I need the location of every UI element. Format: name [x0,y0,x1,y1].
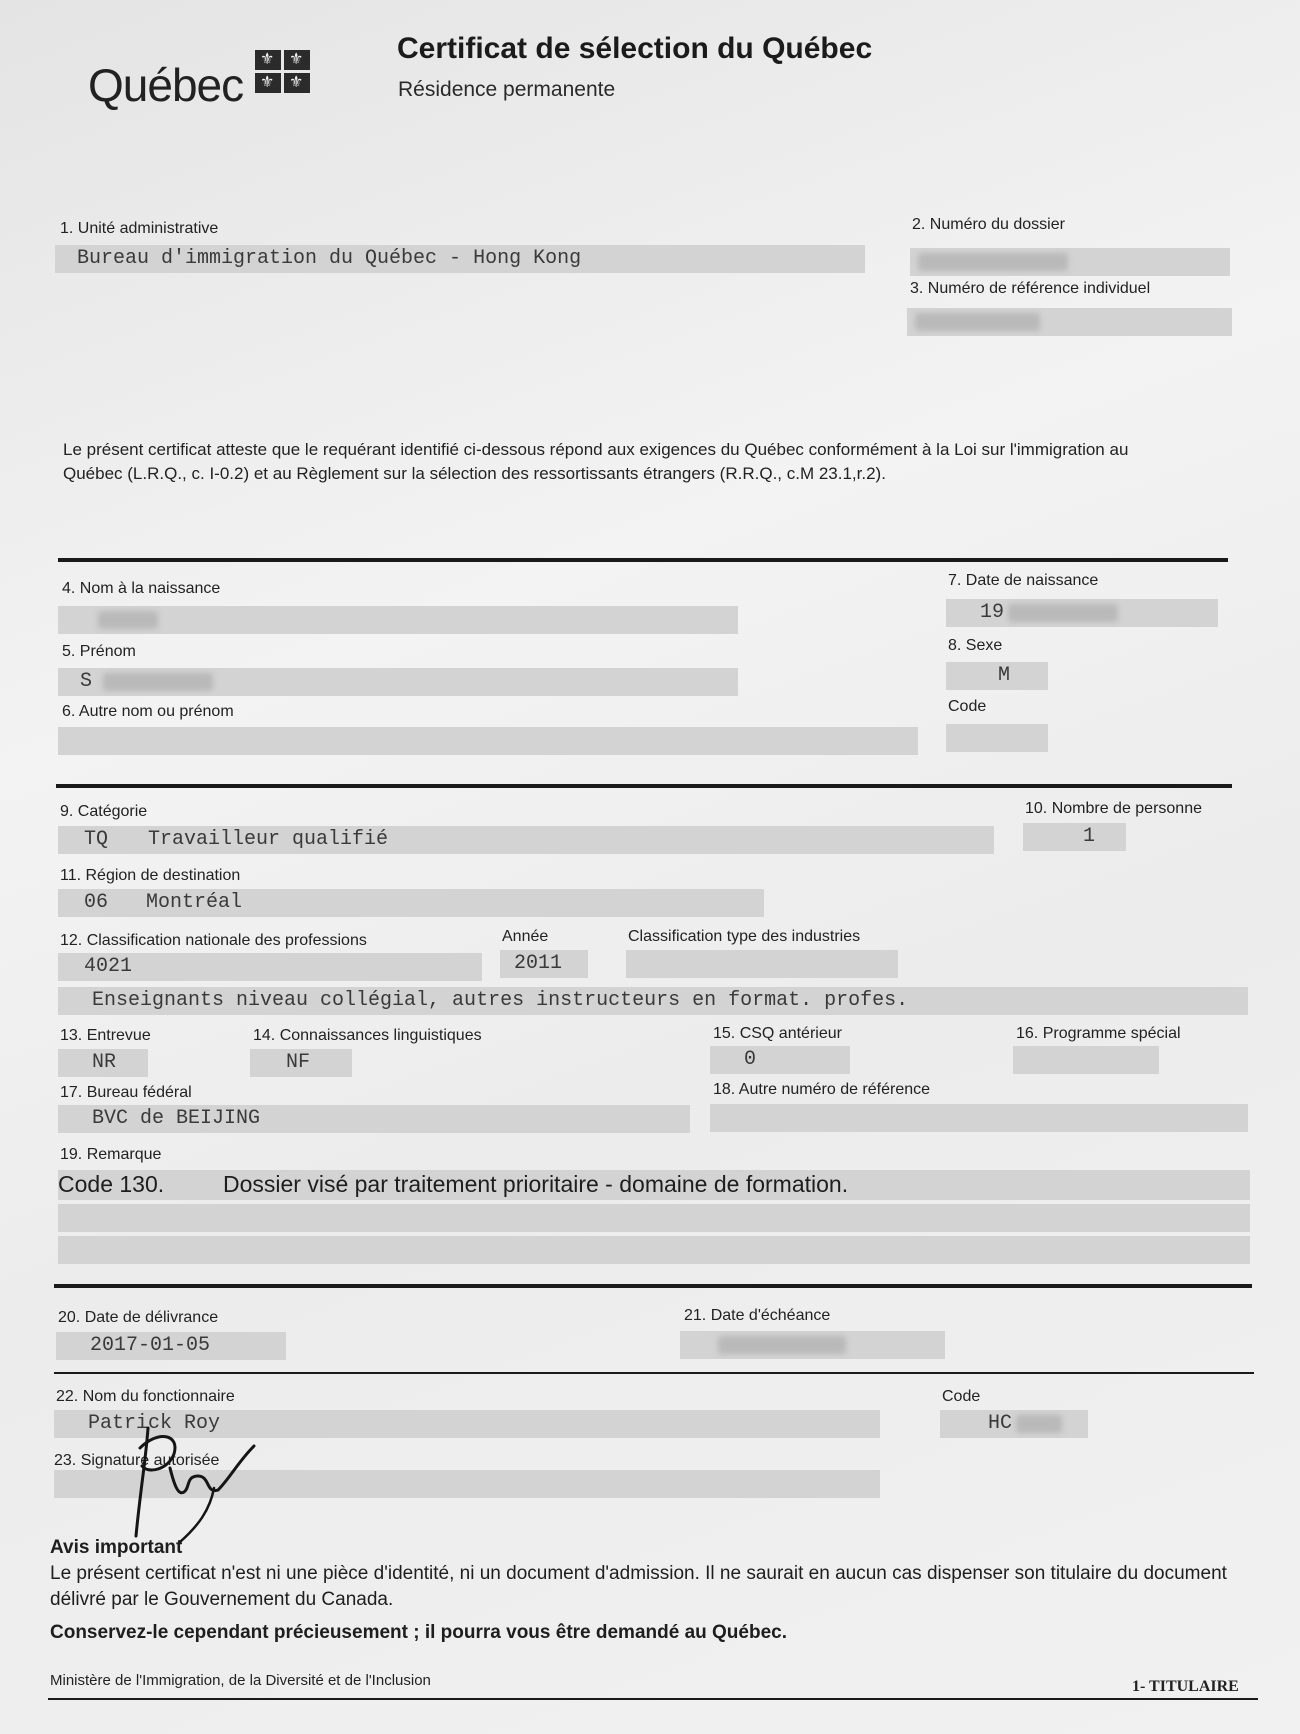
noc-value: 4021 [84,955,133,978]
other-name-field [58,727,918,755]
destination-region-label: 11. Région de destination [60,867,241,884]
birth-name-field [58,606,738,634]
remark-field-line-3 [58,1236,1250,1264]
persons-count-value: 1 [1083,825,1096,848]
ministry-name: Ministère de l'Immigration, de la Diversité et de l'Inclusion [50,1672,431,1689]
notice-text: Le présent certificat n'est ni une pièce d'identité, ni un document d'admission. Il ne saurait en aucun cas dispenser son titulaire du document délivré par le Gouvernement du Canada. [50,1563,1227,1610]
section-divider [58,558,1228,562]
interview-label: 13. Entrevue [60,1027,151,1044]
sex-label: 8. Sexe [948,637,1003,654]
destination-region-code: 06 [84,891,109,914]
intro-paragraph: Le présent certificat atteste que le requérant identifié ci-dessous répond aux exigences du Québec conformément à la Loi sur l'immigration au Québec (L.R.Q., c. I-0.2) et au Règlement sur la sélection des ressortissants étrangers (R.R.Q., c.M 23.1,r.2). [63,440,1129,483]
logo-wordmark: Québec [88,59,244,111]
industry-field [626,950,898,978]
document-title: Certificat de sélection du Québec [397,32,873,65]
issue-date-field [56,1332,286,1360]
officer-name-value: Patrick Roy [88,1412,221,1435]
file-number-label: 2. Numéro du dossier [912,216,1065,233]
industry-label: Classification type des industries [628,928,861,945]
footer-divider [48,1698,1258,1700]
admin-unit-value: Bureau d'immigration du Québec - Hong Kong [77,247,582,270]
section-divider [54,1284,1252,1288]
profession-description: Enseignants niveau collégial, autres instructeurs en format. profes. [92,989,909,1012]
fleur-de-lis-icon [284,73,310,93]
section-divider [54,1372,1254,1374]
federal-office-value: BVC de BEIJING [92,1107,261,1130]
person-code-field [946,724,1048,752]
first-name-value: S [80,670,93,693]
redaction [103,673,213,691]
document-subtitle: Résidence permanente [398,78,616,101]
officer-code-field [940,1410,1088,1438]
federal-office-label: 17. Bureau fédéral [60,1084,192,1101]
destination-region-value: Montréal [146,891,243,914]
remark-field-line-2 [58,1204,1250,1232]
destination-region-field [58,889,764,917]
admin-unit-label: 1. Unité administrative [60,220,219,237]
language-label: 14. Connaissances linguistiques [253,1027,482,1044]
prior-csq-field [710,1046,850,1074]
notice-emphasis: Conservez-le cependant précieusement ; il pourra vous être demandé au Québec. [50,1622,788,1643]
other-reference-field [710,1104,1248,1132]
admin-unit-field [55,245,865,273]
special-program-field [1013,1046,1159,1074]
year-value: 2011 [514,952,563,975]
category-label: 9. Catégorie [60,803,148,820]
issue-date-value: 2017-01-05 [90,1334,211,1357]
redaction [915,313,1040,331]
notice-heading: Avis important [50,1537,183,1558]
fleur-de-lis-icon [284,50,310,70]
other-reference-label: 18. Autre numéro de référence [713,1081,931,1098]
sex-field [946,662,1048,690]
first-name-field [58,668,738,696]
birth-date-field [946,599,1218,627]
language-field [250,1049,352,1077]
prior-csq-label: 15. CSQ antérieur [713,1025,842,1042]
interview-value: NR [92,1051,117,1074]
first-name-label: 5. Prénom [62,643,136,660]
redaction [1016,1415,1062,1433]
section-divider [56,784,1232,788]
noc-label: 12. Classification nationale des professions [60,932,367,949]
prior-csq-value: 0 [744,1048,757,1071]
birth-name-label: 4. Nom à la naissance [62,580,221,597]
year-field [500,950,588,978]
category-value: Travailleur qualifié [148,828,389,851]
file-number-field [910,248,1230,276]
fleur-de-lis-icon [255,73,281,93]
issue-date-label: 20. Date de délivrance [58,1309,219,1326]
reference-number-field [907,308,1232,336]
officer-code-value: HC [988,1412,1013,1435]
expiry-date-label: 21. Date d'échéance [684,1307,831,1324]
redaction [98,611,158,629]
interview-field [58,1049,148,1077]
birth-date-value: 19 [980,601,1005,624]
reference-number-label: 3. Numéro de référence individuel [910,280,1151,297]
expiry-date-field [680,1331,945,1359]
redaction [718,1336,846,1354]
year-label: Année [502,928,549,945]
federal-office-field [58,1105,690,1133]
other-name-label: 6. Autre nom ou prénom [62,703,234,720]
birth-date-label: 7. Date de naissance [948,572,1099,589]
category-field [58,826,994,854]
profession-description-field [58,987,1248,1015]
copy-designation: 1- TITULAIRE [1132,1678,1239,1695]
special-program-label: 16. Programme spécial [1016,1025,1181,1042]
officer-name-label: 22. Nom du fonctionnaire [56,1388,235,1405]
category-code: TQ [84,828,109,851]
language-value: NF [286,1051,311,1074]
redaction [1008,604,1118,622]
persons-count-field [1023,823,1126,851]
officer-code-label: Code [942,1388,981,1405]
remark-text: Dossier visé par traitement prioritaire - domaine de formation. [223,1171,849,1197]
sex-value: M [998,664,1011,687]
persons-count-label: 10. Nombre de personne [1025,800,1202,817]
handwritten-signature [118,1418,268,1548]
redaction [918,253,1068,271]
remark-code: Code 130. [58,1171,165,1197]
remark-field-line-1 [58,1170,1250,1200]
person-code-label: Code [948,698,987,715]
remark-label: 19. Remarque [60,1146,162,1163]
noc-field [58,953,482,981]
fleur-de-lis-icon [255,50,281,70]
signature-label: 23. Signature autorisée [54,1452,220,1469]
